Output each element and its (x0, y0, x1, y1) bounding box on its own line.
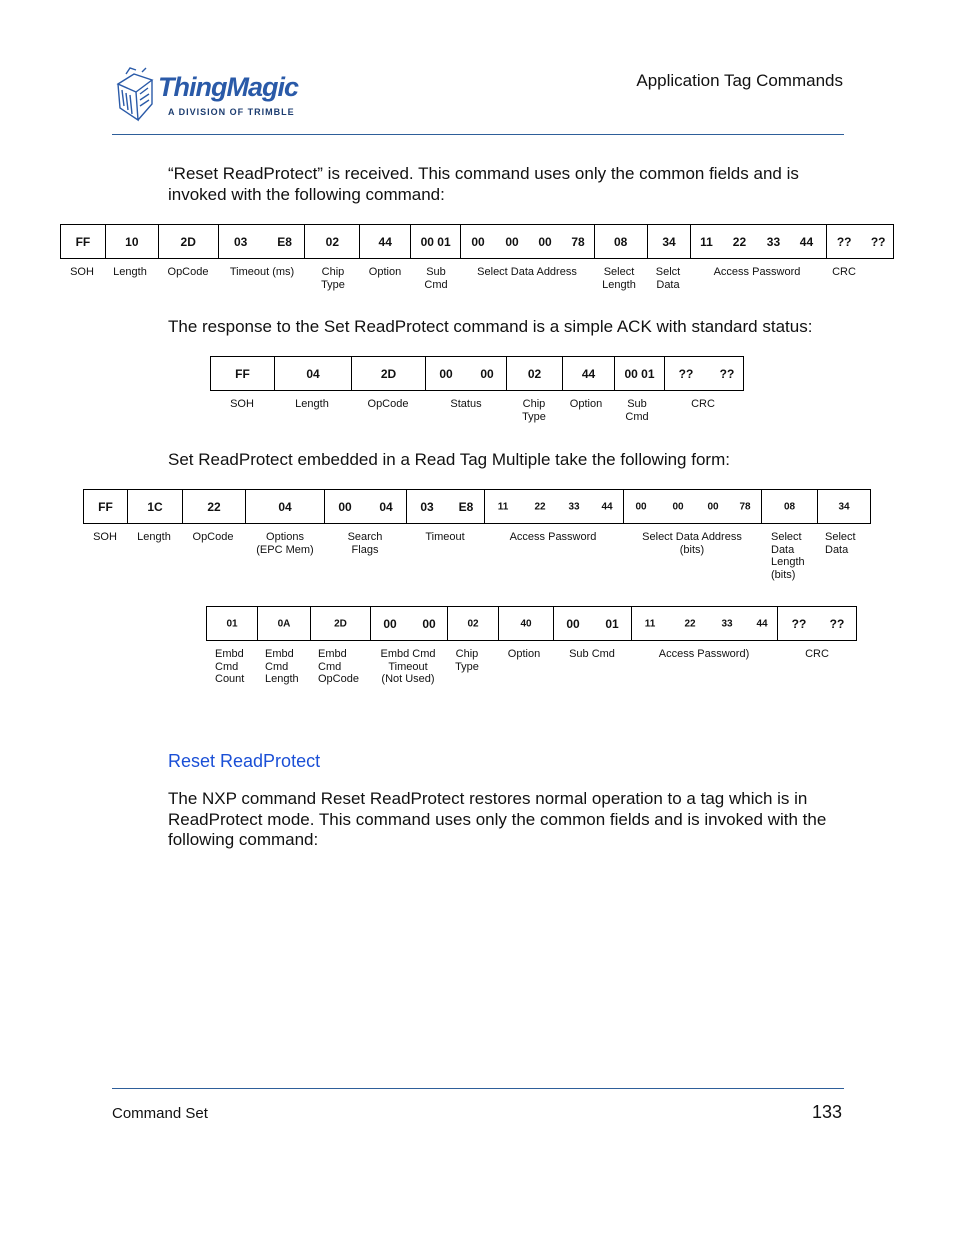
byte-cell: 00 (422, 616, 436, 631)
byte-cell: 00 01 (624, 366, 655, 381)
byte-cell: 02 (527, 366, 542, 381)
byte-cell: 40 (520, 618, 532, 629)
byte-cell: 00 (383, 616, 397, 631)
field-label: Sub Cmd (569, 648, 615, 660)
field-label: Option (507, 648, 541, 660)
field-label: SOH (70, 266, 94, 278)
field-label: OpCode (167, 266, 209, 278)
embedded-table-2 (206, 606, 857, 641)
logo-cube-icon (112, 66, 158, 122)
field-label: Sub Cmd (625, 398, 649, 423)
field-label: OpCode (192, 531, 234, 543)
command-table (60, 224, 894, 259)
field-label: Embd Cmd Timeout (Not Used) (380, 648, 436, 685)
byte-cell: 78 (571, 234, 585, 249)
byte-cell: ?? (719, 366, 735, 381)
field-label: Length (295, 398, 329, 410)
byte-cell: 22 (534, 501, 546, 512)
byte-cell: ?? (829, 616, 845, 631)
field-label: Chip Type (321, 266, 345, 291)
logo-name: ThingMagic (158, 72, 298, 102)
byte-cell: 2D (180, 234, 196, 249)
byte-cell: 34 (838, 501, 850, 512)
byte-cell: ?? (836, 234, 852, 249)
response-paragraph: The response to the Set ReadProtect command is a simple ACK with standard status: (168, 317, 813, 336)
field-label: Access Password (509, 531, 597, 543)
byte-cell: 02 (467, 618, 479, 629)
field-label: CRC (691, 398, 715, 410)
field-label: Selct Data (655, 266, 681, 291)
header-rule (112, 134, 844, 135)
byte-cell: ?? (791, 616, 807, 631)
byte-cell: 44 (601, 501, 613, 512)
byte-cell: 00 (505, 234, 519, 249)
byte-cell: 01 (226, 618, 238, 629)
section-title: Application Tag Commands (636, 71, 843, 90)
field-label: Embd Cmd Length (265, 648, 299, 685)
byte-cell: 03 (233, 234, 248, 249)
field-label: Option (569, 398, 603, 410)
field-label: Select Data Address (477, 266, 577, 278)
byte-cell: 08 (783, 501, 796, 512)
byte-cell: 22 (732, 234, 747, 249)
byte-cell: 34 (662, 234, 676, 249)
byte-cell: 10 (125, 234, 139, 249)
field-label: SOH (93, 531, 117, 543)
byte-cell: FF (235, 366, 250, 381)
byte-cell: ?? (678, 366, 694, 381)
field-label: Select Length (602, 266, 636, 291)
reset-paragraph: The NXP command Reset ReadProtect restores normal operation to a tag which is in ReadProtect mode. This command uses only the common fields and is invoked with the following command: (168, 789, 827, 849)
byte-cell: 44 (756, 618, 768, 629)
field-label: Options (EPC Mem) (256, 531, 314, 556)
byte-cell: 78 (739, 501, 751, 512)
byte-cell: 44 (581, 366, 596, 381)
field-label: Length (113, 266, 147, 278)
field-label: Timeout (ms) (229, 266, 295, 278)
byte-cell: E8 (277, 234, 292, 249)
byte-cell: ?? (870, 234, 886, 249)
byte-cell: 22 (684, 618, 696, 629)
field-label: Select Data Length (bits) (771, 531, 805, 581)
field-label: CRC (805, 648, 829, 660)
byte-cell: 00 (672, 501, 684, 512)
field-label: CRC (832, 266, 856, 278)
field-label: Access Password (713, 266, 801, 278)
byte-cell: 08 (613, 234, 628, 249)
field-label: Select Data (825, 531, 856, 556)
field-label: Search Flags (347, 531, 383, 556)
byte-cell: 04 (278, 499, 292, 514)
byte-cell: E8 (458, 499, 474, 514)
byte-cell: 00 (538, 234, 552, 249)
byte-cell: 11 (644, 618, 656, 629)
byte-cell: 00 (707, 501, 719, 512)
field-label: Embd Cmd OpCode (318, 648, 359, 685)
section-heading: Reset ReadProtect (168, 751, 321, 771)
byte-cell: 33 (766, 234, 781, 249)
embedded-paragraph: Set ReadProtect embedded in a Read Tag Multiple take the following form: (168, 450, 730, 469)
byte-cell: 00 (439, 366, 453, 381)
byte-cell: 00 (480, 366, 494, 381)
byte-cell: 00 (635, 501, 647, 512)
byte-cell: 00 (471, 234, 485, 249)
field-label: Length (137, 531, 171, 543)
footer-rule (112, 1088, 844, 1089)
byte-cell: 11 (700, 234, 713, 249)
byte-cell: 11 (497, 501, 509, 512)
logo-tagline: A DIVISION OF TRIMBLE (168, 107, 295, 117)
byte-cell: 44 (799, 234, 814, 249)
field-label: Option (368, 266, 402, 278)
byte-cell: 03 (420, 499, 434, 514)
byte-cell: 04 (306, 366, 320, 381)
byte-cell: 1C (147, 499, 163, 514)
byte-cell: 04 (379, 499, 393, 514)
field-label: Timeout (425, 531, 465, 543)
byte-cell: 01 (605, 616, 619, 631)
thingmagic-logo (112, 66, 312, 122)
field-label: Embd Cmd Count (215, 648, 245, 685)
field-label: Status (450, 398, 482, 410)
byte-cell: 33 (568, 501, 580, 512)
footer-left: Command Set (112, 1105, 208, 1122)
field-label: Access Password) (658, 648, 750, 660)
byte-cell: 2D (380, 366, 397, 381)
byte-cell: 44 (378, 234, 392, 249)
byte-cell: 22 (207, 499, 221, 514)
byte-cell: 2D (334, 618, 347, 629)
byte-cell: FF (98, 499, 113, 514)
byte-cell: 00 (338, 499, 352, 514)
field-label: Sub Cmd (424, 266, 448, 291)
response-table (210, 356, 744, 391)
field-label: Chip Type (522, 398, 546, 423)
intro-paragraph: “Reset ReadProtect” is received. This command uses only the common fields and is invoked with the following command: (168, 164, 799, 204)
byte-cell: 02 (325, 234, 340, 249)
byte-cell: FF (75, 234, 91, 249)
field-label: Chip Type (455, 648, 479, 673)
byte-cell: 0A (277, 618, 291, 629)
field-label: Select Data Address (bits) (642, 531, 742, 556)
embedded-table-1 (83, 489, 871, 524)
field-label: SOH (230, 398, 254, 410)
byte-cell: 00 (566, 616, 580, 631)
byte-cell: 00 01 (420, 234, 451, 249)
byte-cell: 33 (721, 618, 733, 629)
field-label: OpCode (367, 398, 409, 410)
page-number: 133 (811, 1102, 842, 1122)
